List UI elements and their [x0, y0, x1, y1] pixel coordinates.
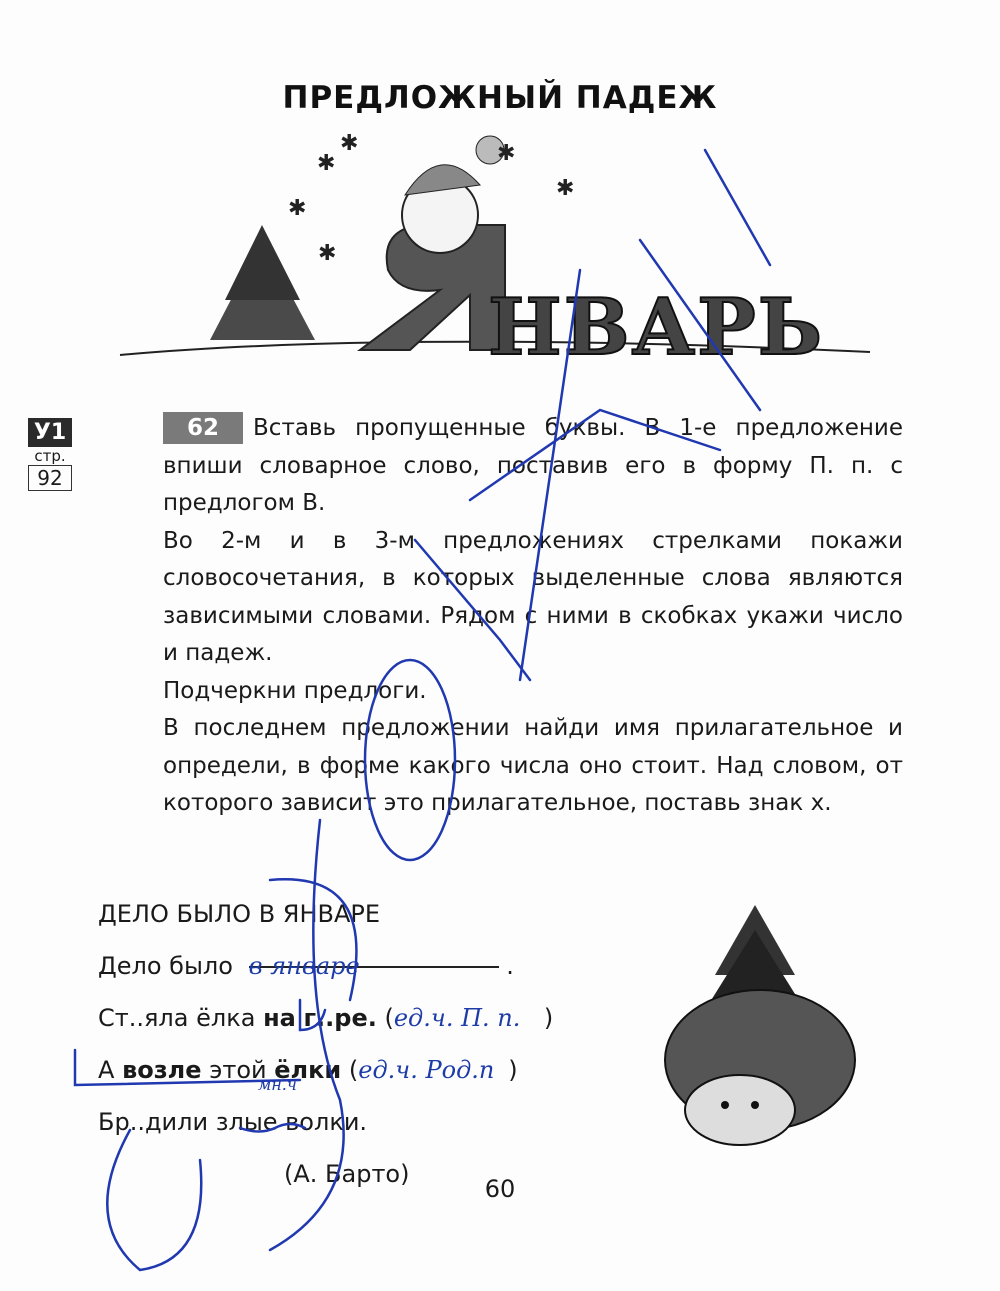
handwritten-answer-1: в январе: [248, 952, 360, 980]
task-number: 62: [163, 412, 243, 444]
poem-title: ДЕЛО БЫЛО В ЯНВАРЕ: [98, 900, 381, 928]
svg-text:✱: ✱: [318, 241, 337, 266]
poem-line-1-end: .: [506, 952, 514, 980]
task-paragraph-2: Во 2-м и в 3-м предложениях стрелками покажи словосочетания, в которых выделенные слова являются зависимыми словами. Рядом с ними в скобках укажи число и падеж.: [163, 527, 903, 666]
handwritten-answer-3: ед.ч. Род.п: [358, 1056, 495, 1084]
unit-label: У1: [28, 418, 72, 447]
illustration-word: НВАРЬ: [488, 282, 825, 373]
page-number: 60: [484, 1175, 516, 1203]
poem-line-3: А возле этой ёлки (ед.ч. Род.п ): [98, 1044, 553, 1096]
page-ref-label: стр.: [34, 447, 66, 465]
handwritten-mn: мн.ч: [258, 1075, 297, 1094]
poem-author: (А. Барто): [284, 1160, 410, 1188]
poem-line-3-d: ёлки: [274, 1056, 342, 1084]
poem-line-2-a: Ст..яла ёлка: [98, 1004, 256, 1032]
handwritten-answer-2: ед.ч. П. п.: [393, 1004, 521, 1032]
task-paragraph-3: Подчеркни предлоги.: [163, 677, 427, 704]
svg-text:✱: ✱: [288, 196, 307, 221]
page-ref-number: 92: [28, 465, 72, 491]
poem-line-4: Бр..дили злые волки.: [98, 1108, 368, 1136]
task-paragraph-1: Вставь пропущенные буквы. В 1-е предложение впиши словарное слово, поставив его в форму П. п. с предлогом В.: [163, 415, 903, 516]
poem-line-3-b: возле: [122, 1056, 202, 1084]
svg-text:✱: ✱: [497, 141, 516, 166]
poem-line-2: Ст..яла ёлка на г..ре. (ед.ч. П. п. ): [98, 992, 553, 1044]
poem-line-1-text: Дело было: [98, 952, 233, 980]
poem-line-2-b: на: [263, 1004, 296, 1032]
svg-text:✱: ✱: [340, 131, 359, 156]
page-title: ПРЕДЛОЖНЫЙ ПАДЕЖ: [282, 80, 718, 116]
svg-text:✱: ✱: [556, 176, 575, 201]
task-paragraph-4: В последнем предложении найди имя прилагательное и определи, в форме какого числа оно стоит. Над словом, от которого зависит это прилагательное, поставь знак х.: [163, 715, 903, 816]
svg-text:✱: ✱: [317, 151, 336, 176]
poem-line-3-a: А: [98, 1056, 115, 1084]
poem-line-2-c: г..ре.: [303, 1004, 377, 1032]
poem-line-3-c: этой: [209, 1056, 267, 1084]
